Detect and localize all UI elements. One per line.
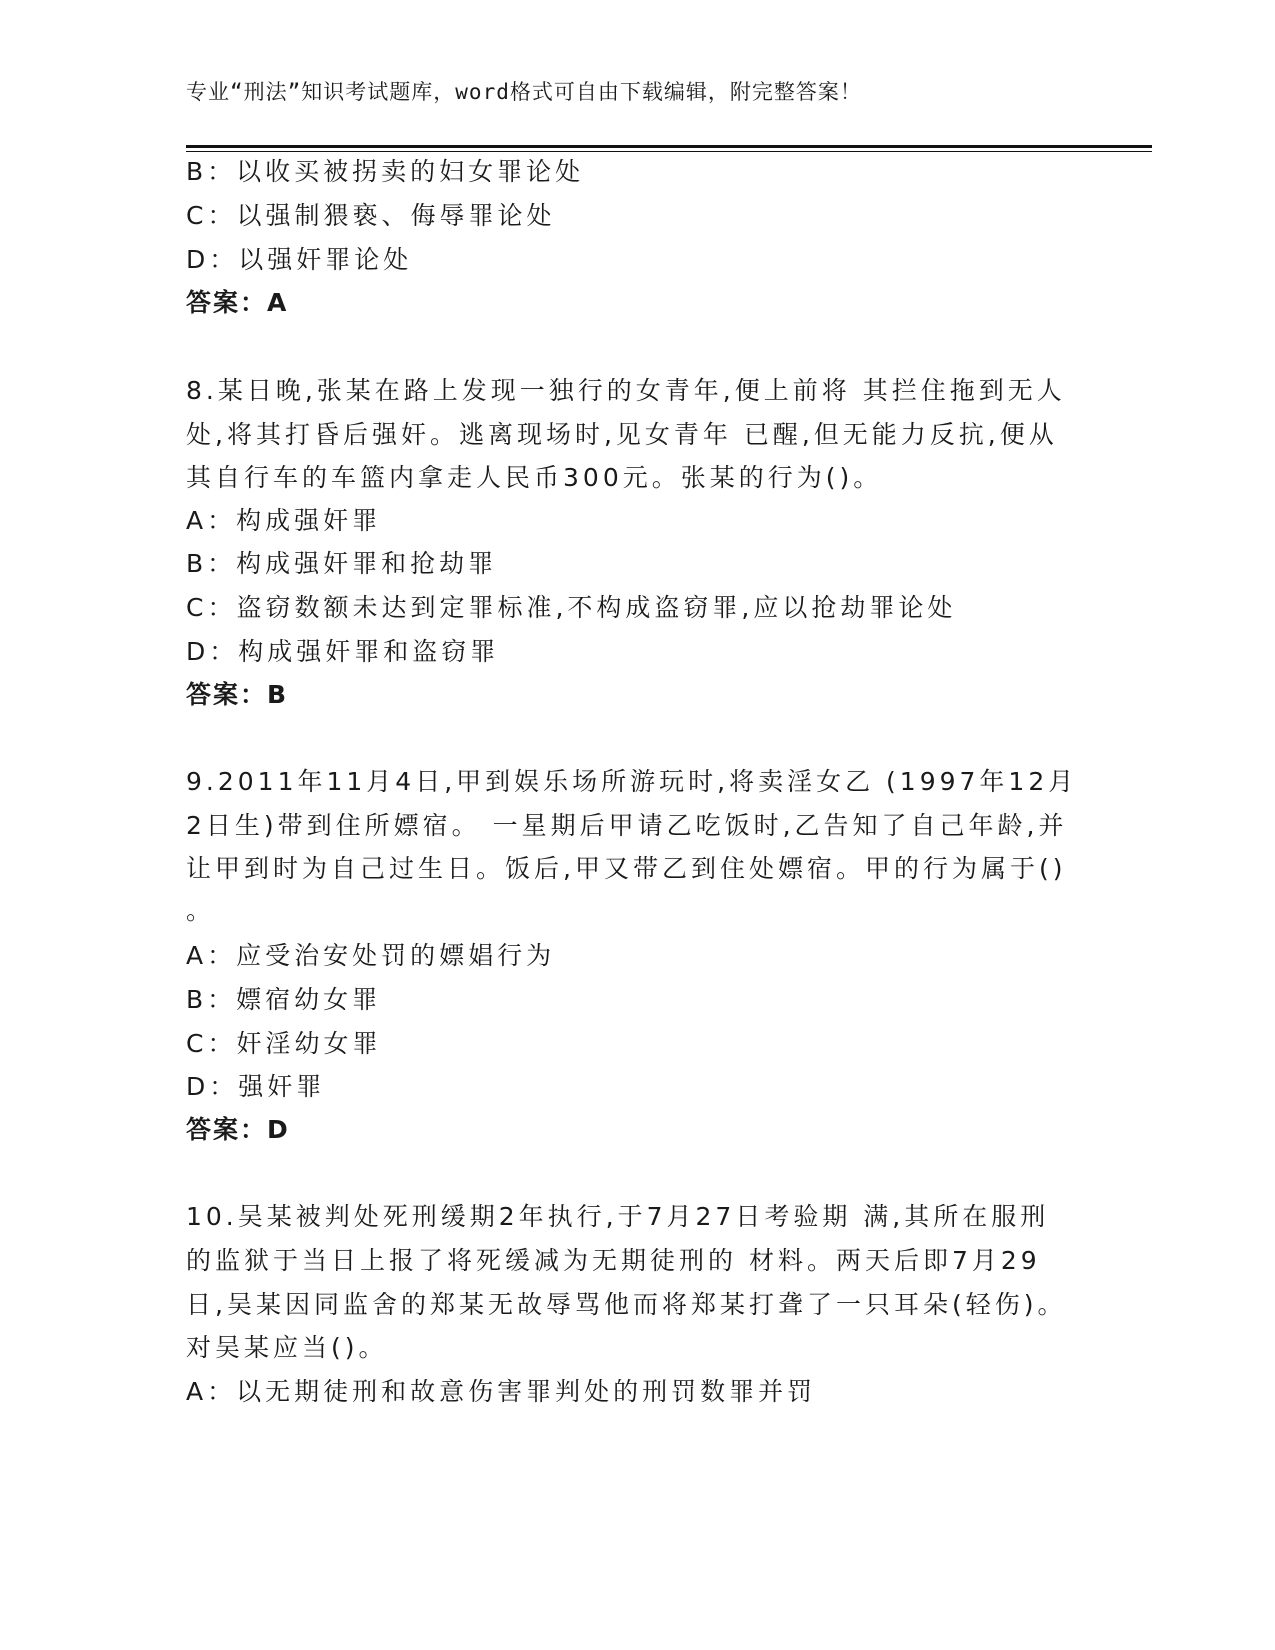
q10-option-a: A：以无期徒刑和故意伤害罪判处的刑罚数罪并罚	[186, 1377, 817, 1406]
q10-stem-line: 日,吴某因同监舍的郑某无故辱骂他而将郑某打聋了一只耳朵(轻伤)。	[186, 1290, 1067, 1319]
q8-answer: 答案：B	[186, 680, 289, 709]
q9-stem-line: 。	[186, 896, 216, 925]
header-rule-thin	[186, 151, 1152, 152]
page-header: 专业“刑法”知识考试题库，word格式可自由下载编辑，附完整答案！	[186, 80, 862, 104]
q7-option-d: D：以强奸罪论处	[186, 245, 413, 274]
q9-option-d: D：强奸罪	[186, 1072, 326, 1101]
q9-option-a: A：应受治安处罚的嫖娼行为	[186, 941, 556, 970]
q9-option-c: C：奸淫幼女罪	[186, 1029, 382, 1058]
q10-stem-line: 的监狱于当日上报了将死缓减为无期徒刑的 材料。两天后即7月29	[186, 1246, 1041, 1275]
q8-stem-line: 8.某日晚,张某在路上发现一独行的女青年,便上前将 其拦住拖到无人	[186, 376, 1066, 405]
q10-stem-line: 10.吴某被判处死刑缓期2年执行,于7月27日考验期 满,其所在服刑	[186, 1202, 1050, 1231]
q9-stem-line: 让甲到时为自己过生日。饭后,甲又带乙到住处嫖宿。甲的行为属于()	[186, 854, 1067, 883]
q9-stem-line: 2日生)带到住所嫖宿。 一星期后甲请乙吃饭时,乙告知了自己年龄,并	[186, 811, 1068, 840]
q8-option-d: D：构成强奸罪和盗窃罪	[186, 637, 500, 666]
header-rule-thick	[186, 145, 1152, 148]
q7-answer: 答案：A	[186, 288, 289, 317]
q8-option-b: B：构成强奸罪和抢劫罪	[186, 549, 498, 578]
q9-stem-line: 9.2011年11月4日,甲到娱乐场所游玩时,将卖淫女乙 (1997年12月	[186, 767, 1078, 796]
q10-stem-line: 对吴某应当()。	[186, 1333, 388, 1362]
q9-answer: 答案：D	[186, 1115, 290, 1144]
q8-option-a: A：构成强奸罪	[186, 506, 382, 535]
q8-option-c: C：盗窃数额未达到定罪标准,不构成盗窃罪,应以抢劫罪论处	[186, 593, 957, 622]
q9-option-b: B：嫖宿幼女罪	[186, 985, 382, 1014]
q8-stem-line: 处,将其打昏后强奸。逃离现场时,见女青年 已醒,但无能力反抗,便从	[186, 420, 1058, 449]
q7-option-b: B：以收买被拐卖的妇女罪论处	[186, 157, 585, 186]
q8-stem-line: 其自行车的车篮内拿走人民币300元。张某的行为()。	[186, 463, 883, 492]
q7-option-c: C：以强制猥亵、侮辱罪论处	[186, 201, 556, 230]
